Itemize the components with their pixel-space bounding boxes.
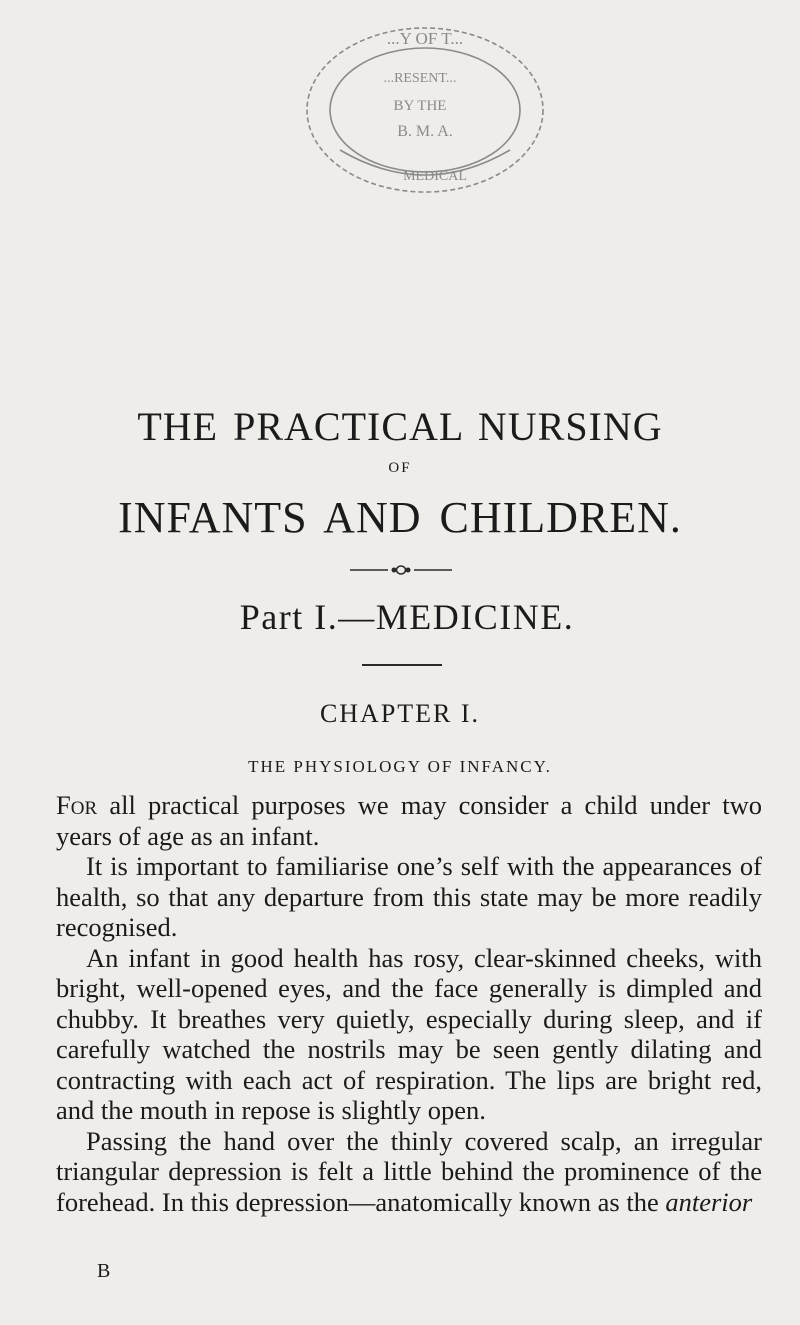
part-heading: Part I.—MEDICINE.	[239, 597, 575, 637]
paragraph-2: It is important to familiarise one’s self with the appearances of health, so that any departure from this state may be more readily recognised.	[56, 851, 762, 942]
chapter-number: CHAPTER I.	[319, 699, 481, 728]
paragraph-lead: For	[56, 790, 98, 820]
ornament-divider-icon	[330, 563, 470, 577]
paragraph-3: An infant in good health has rosy, clear-skinned cheeks, with bright, well-opened eyes, and the face generally is dimpled and chubby. It breathes very quietly, especially during sleep, and if carefully watched the nostrils may be seen gently dilating and contracting with each act of respiration. The lips are bright red, and the mouth in repose is slightly open.	[56, 942, 762, 1125]
svg-text:...RESENT...: ...RESENT...	[383, 71, 457, 86]
svg-text:B. M. A.: B. M. A.	[397, 123, 453, 140]
title-connector: OF	[388, 460, 412, 476]
stamp-seal-icon	[270, 10, 580, 210]
svg-text:MEDICAL: MEDICAL	[403, 169, 467, 184]
paragraph-4-text: Passing the hand over the thinly covered scalp, an irregular triangular depression is felt a little behind the prominence of the forehead. In this depression—anatomically known as the	[56, 1125, 762, 1217]
paragraph-1	[56, 790, 762, 851]
paragraph-1-text: all practical purposes we may consider a child under two years of age as an infant.	[56, 790, 762, 851]
paragraph-4	[56, 1126, 762, 1218]
book-subtitle: INFANTS AND CHILDREN.	[118, 493, 682, 542]
body-text	[56, 790, 762, 1217]
paragraph-4-italic: anterior	[665, 1186, 753, 1217]
library-stamp	[270, 10, 580, 210]
chapter-title: THE PHYSIOLOGY OF INFANCY.	[248, 757, 552, 776]
signature-mark: B	[97, 1260, 111, 1282]
svg-text:BY THE: BY THE	[393, 98, 447, 114]
svg-text:...Y OF T...: ...Y OF T...	[386, 29, 464, 48]
section-rule	[362, 664, 442, 666]
book-title: THE PRACTICAL NURSING	[137, 404, 663, 449]
